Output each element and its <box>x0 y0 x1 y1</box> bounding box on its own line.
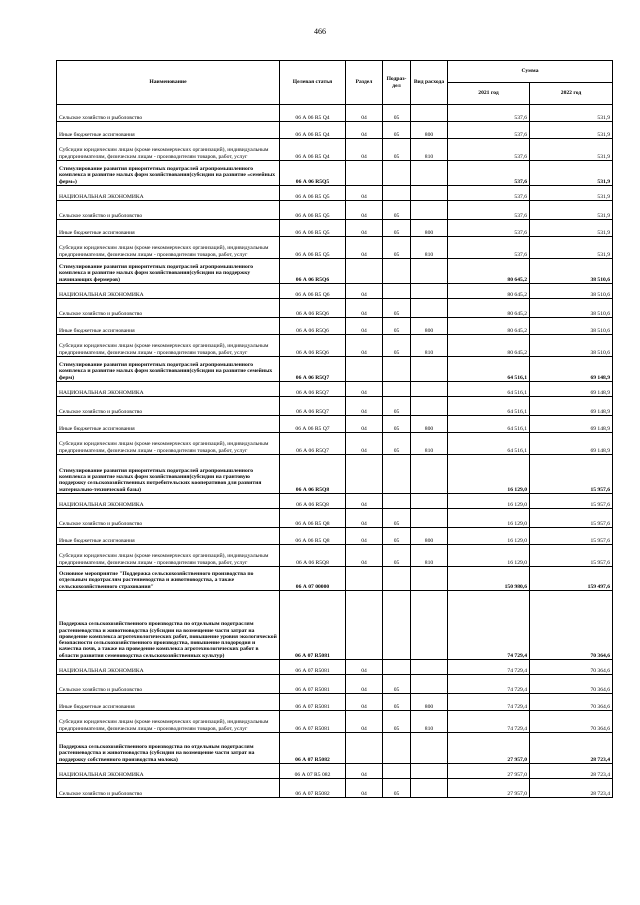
cell-2022: 69 148,9 <box>530 433 613 455</box>
cell-section: 04 <box>346 779 383 798</box>
cell-name: НАЦИОНАЛЬНАЯ ЭКОНОМИКА <box>57 186 280 201</box>
cell-target: 06 А 06 R5 Q4 <box>280 139 346 161</box>
cell-target: 06 А 06 R5 Q8 <box>280 509 346 528</box>
cell-2022: 531,9 <box>530 161 613 186</box>
cell-expense-type: 800 <box>411 318 448 335</box>
cell-section: 04 <box>346 335 383 357</box>
cell-2022: 70 364,6 <box>530 694 613 711</box>
cell-expense-type <box>411 382 448 397</box>
cell-expense-type <box>411 186 448 201</box>
cell-subsection <box>383 494 411 509</box>
cell-name: Субсидии юридическим лицам (кроме некоммерческих организаций), индивидуальным предпринимателям, физическим лицам - производителям товаров, работ, услуг <box>57 433 280 455</box>
cell-subsection <box>383 567 411 591</box>
cell-name: НАЦИОНАЛЬНАЯ ЭКОНОМИКА <box>57 494 280 509</box>
cell-subsection: 05 <box>383 397 411 416</box>
table-row <box>57 509 613 528</box>
cell-subsection <box>383 455 411 494</box>
cell-target: 06 А 06 R5Q8 <box>280 455 346 494</box>
header-name: Наименование <box>57 61 280 105</box>
cell-section <box>346 357 383 382</box>
cell-target: 06 А 07 R5081 <box>280 591 346 660</box>
cell-expense-type: 800 <box>411 694 448 711</box>
cell-expense-type <box>411 764 448 779</box>
table-row <box>57 201 613 220</box>
cell-name: Сельское хозяйство и рыболовство <box>57 397 280 416</box>
cell-expense-type <box>411 675 448 694</box>
cell-2021: 80 645,2 <box>448 284 530 299</box>
cell-section: 04 <box>346 494 383 509</box>
cell-2022: 15 957,6 <box>530 509 613 528</box>
cell-name: Поддержка сельскохозяйственного производства по отдельным подотраслям растениеводства и животноводства (субсидии на возмещение части затрат на поддержку собственного производства молока) <box>57 733 280 764</box>
cell-2021: 74 729,4 <box>448 694 530 711</box>
cell-name: Субсидии юридическим лицам (кроме некоммерческих организаций), индивидуальным предпринимателям, физическим лицам - производителям товаров, работ, услуг <box>57 237 280 259</box>
cell-2022: 38 510,6 <box>530 284 613 299</box>
cell-section <box>346 259 383 284</box>
cell-2021: 537,6 <box>448 220 530 237</box>
table-row <box>57 591 613 660</box>
cell-section: 04 <box>346 694 383 711</box>
cell-section: 04 <box>346 122 383 139</box>
cell-expense-type <box>411 567 448 591</box>
cell-subsection <box>383 733 411 764</box>
header-year-2021: 2021 год <box>448 83 530 105</box>
cell-2022: 15 957,6 <box>530 455 613 494</box>
cell-section <box>346 733 383 764</box>
cell-name: Иные бюджетные ассигнования <box>57 528 280 545</box>
cell-2021: 537,6 <box>448 161 530 186</box>
header-year-2022: 2022 год <box>530 83 613 105</box>
cell-2021: 64 516,1 <box>448 357 530 382</box>
cell-section: 04 <box>346 675 383 694</box>
cell-section: 04 <box>346 397 383 416</box>
cell-2021: 150 980,6 <box>448 567 530 591</box>
cell-subsection: 05 <box>383 528 411 545</box>
cell-section: 04 <box>346 220 383 237</box>
cell-name: Поддержка сельскохозяйственного производства по отдельным подотраслям растениеводства и животноводства (субсидии на возмещение части затрат на проведение комплекса агротехнологических работ, повышение уровня экологической безопасности сельскохозяйственного производства, повышение плодородия и качества почв, а также на проведение комплекса агротехнологических работ в области развития семеноводства сельскохозяйственных культур) <box>57 591 280 660</box>
cell-subsection: 05 <box>383 237 411 259</box>
cell-section: 04 <box>346 660 383 675</box>
cell-2021: 64 516,1 <box>448 416 530 433</box>
cell-expense-type: 810 <box>411 545 448 567</box>
cell-target: 06 А 06 R5Q7 <box>280 382 346 397</box>
cell-target: 06 А 06 R5Q6 <box>280 299 346 318</box>
cell-expense-type: 810 <box>411 711 448 733</box>
header-sum: Сумма <box>448 61 613 83</box>
cell-target: 06 А 07 R5082 <box>280 779 346 798</box>
cell-expense-type <box>411 455 448 494</box>
cell-name: Субсидии юридическим лицам (кроме некоммерческих организаций), индивидуальным предпринимателям, физическим лицам - производителям товаров, работ, услуг <box>57 545 280 567</box>
cell-section: 04 <box>346 528 383 545</box>
cell-subsection <box>383 161 411 186</box>
cell-section <box>346 455 383 494</box>
cell-subsection: 05 <box>383 779 411 798</box>
table-row <box>57 220 613 237</box>
cell-target: 06 А 06 R5 Q4 <box>280 105 346 122</box>
cell-section <box>346 567 383 591</box>
cell-expense-type: 800 <box>411 416 448 433</box>
table-row <box>57 455 613 494</box>
cell-2021: 74 729,4 <box>448 591 530 660</box>
cell-2021: 80 645,2 <box>448 318 530 335</box>
page-number: 466 <box>314 27 326 36</box>
cell-expense-type: 810 <box>411 237 448 259</box>
cell-expense-type <box>411 397 448 416</box>
cell-subsection: 05 <box>383 201 411 220</box>
cell-name: Сельское хозяйство и рыболовство <box>57 509 280 528</box>
cell-2022: 70 364,6 <box>530 711 613 733</box>
cell-subsection: 05 <box>383 220 411 237</box>
cell-2022: 159 497,6 <box>530 567 613 591</box>
cell-name: Иные бюджетные ассигнования <box>57 694 280 711</box>
cell-section <box>346 591 383 660</box>
cell-expense-type <box>411 201 448 220</box>
cell-target: 06 А 07 00000 <box>280 567 346 591</box>
cell-subsection: 05 <box>383 509 411 528</box>
table-row <box>57 779 613 798</box>
cell-2021: 537,6 <box>448 186 530 201</box>
cell-subsection <box>383 591 411 660</box>
header-subsection: Подраз-дел <box>383 61 411 105</box>
table-row <box>57 660 613 675</box>
cell-2021: 64 516,1 <box>448 397 530 416</box>
table-row <box>57 357 613 382</box>
cell-name: Сельское хозяйство и рыболовство <box>57 299 280 318</box>
cell-subsection: 05 <box>383 139 411 161</box>
cell-target: 06 А 06 R5Q8 <box>280 545 346 567</box>
cell-2021: 537,6 <box>448 122 530 139</box>
cell-subsection: 05 <box>383 299 411 318</box>
cell-expense-type <box>411 105 448 122</box>
cell-target: 06 А 07 R5081 <box>280 711 346 733</box>
cell-name: Стимулирование развития приоритетных подотраслей агропромышленного комплекса и развитие малых форм хозяйствования(субсидии на развитие «семейных ферм») <box>57 161 280 186</box>
cell-2021: 537,6 <box>448 237 530 259</box>
table-row <box>57 139 613 161</box>
table-row <box>57 433 613 455</box>
cell-2022: 531,9 <box>530 139 613 161</box>
cell-section: 04 <box>346 764 383 779</box>
table-row <box>57 397 613 416</box>
cell-expense-type: 800 <box>411 220 448 237</box>
cell-subsection: 05 <box>383 318 411 335</box>
cell-target: 06 А 07 R5 082 <box>280 764 346 779</box>
cell-target: 06 А 06 R5Q7 <box>280 397 346 416</box>
cell-name: Стимулирование развития приоритетных подотраслей агропромышленного комплекса и развитие малых форм хозяйствования(субсидии на поддержку начинающих фермеров) <box>57 259 280 284</box>
cell-subsection: 05 <box>383 675 411 694</box>
cell-2021: 27 957,0 <box>448 764 530 779</box>
cell-expense-type <box>411 591 448 660</box>
cell-2021: 537,6 <box>448 139 530 161</box>
cell-subsection: 05 <box>383 335 411 357</box>
cell-section: 04 <box>346 139 383 161</box>
cell-2022: 531,9 <box>530 122 613 139</box>
cell-section: 04 <box>346 299 383 318</box>
cell-expense-type <box>411 660 448 675</box>
cell-target: 06 А 06 R5Q5 <box>280 161 346 186</box>
table-row <box>57 122 613 139</box>
cell-subsection <box>383 660 411 675</box>
cell-name: Субсидии юридическим лицам (кроме некоммерческих организаций), индивидуальным предпринимателям, физическим лицам - производителям товаров, работ, услуг <box>57 139 280 161</box>
cell-target: 06 А 06 R5Q8 <box>280 494 346 509</box>
cell-name: НАЦИОНАЛЬНАЯ ЭКОНОМИКА <box>57 284 280 299</box>
table-row <box>57 567 613 591</box>
cell-2022: 531,9 <box>530 220 613 237</box>
cell-name: Сельское хозяйство и рыболовство <box>57 675 280 694</box>
cell-subsection <box>383 764 411 779</box>
cell-expense-type: 810 <box>411 139 448 161</box>
cell-target: 06 А 06 R5 Q5 <box>280 201 346 220</box>
cell-name: Основное мероприятие "Поддержка сельскохозяйственного производства по отдельным подотраслям растениеводства и животноводства, а также сельскохозяйственного страхования" <box>57 567 280 591</box>
cell-2022: 38 510,6 <box>530 259 613 284</box>
table-body <box>57 105 613 798</box>
table-row <box>57 318 613 335</box>
cell-subsection <box>383 259 411 284</box>
cell-2022: 28 723,4 <box>530 733 613 764</box>
cell-target: 06 А 06 R5Q6 <box>280 335 346 357</box>
cell-subsection: 05 <box>383 545 411 567</box>
cell-name: НАЦИОНАЛЬНАЯ ЭКОНОМИКА <box>57 764 280 779</box>
header-section: Раздел <box>346 61 383 105</box>
cell-2021: 16 129,0 <box>448 545 530 567</box>
cell-section: 04 <box>346 433 383 455</box>
table-row <box>57 528 613 545</box>
cell-section <box>346 161 383 186</box>
cell-subsection: 05 <box>383 433 411 455</box>
cell-subsection: 05 <box>383 694 411 711</box>
cell-section: 04 <box>346 382 383 397</box>
cell-2022: 15 957,6 <box>530 545 613 567</box>
cell-name: НАЦИОНАЛЬНАЯ ЭКОНОМИКА <box>57 382 280 397</box>
table-row <box>57 105 613 122</box>
cell-2021: 537,6 <box>448 105 530 122</box>
cell-section: 04 <box>346 186 383 201</box>
cell-subsection: 05 <box>383 416 411 433</box>
cell-target: 06 А 06 R5Q7 <box>280 433 346 455</box>
cell-2022: 69 148,9 <box>530 382 613 397</box>
cell-expense-type <box>411 779 448 798</box>
cell-target: 06 А 06 R5 Q6 <box>280 284 346 299</box>
cell-subsection <box>383 186 411 201</box>
cell-expense-type: 800 <box>411 528 448 545</box>
cell-section: 04 <box>346 711 383 733</box>
cell-2022: 69 148,9 <box>530 397 613 416</box>
cell-target: 06 А 07 R5081 <box>280 660 346 675</box>
cell-name: Иные бюджетные ассигнования <box>57 122 280 139</box>
cell-subsection: 05 <box>383 105 411 122</box>
cell-name: Иные бюджетные ассигнования <box>57 416 280 433</box>
cell-2021: 16 129,0 <box>448 509 530 528</box>
cell-2021: 27 957,0 <box>448 733 530 764</box>
cell-name: Иные бюджетные ассигнования <box>57 318 280 335</box>
cell-name: Сельское хозяйство и рыболовство <box>57 201 280 220</box>
table-row <box>57 764 613 779</box>
cell-2021: 74 729,4 <box>448 660 530 675</box>
cell-target: 06 А 06 R5 Q7 <box>280 416 346 433</box>
table-row <box>57 494 613 509</box>
cell-2022: 38 510,6 <box>530 299 613 318</box>
cell-2021: 80 645,2 <box>448 259 530 284</box>
cell-2021: 74 729,4 <box>448 675 530 694</box>
cell-name: Иные бюджетные ассигнования <box>57 220 280 237</box>
cell-expense-type: 810 <box>411 433 448 455</box>
cell-subsection <box>383 284 411 299</box>
cell-name: НАЦИОНАЛЬНАЯ ЭКОНОМИКА <box>57 660 280 675</box>
table-row <box>57 416 613 433</box>
cell-2022: 531,9 <box>530 201 613 220</box>
table-row <box>57 284 613 299</box>
cell-expense-type <box>411 161 448 186</box>
table-row <box>57 733 613 764</box>
cell-target: 06 А 06 R5 Q8 <box>280 528 346 545</box>
table-row <box>57 161 613 186</box>
table-row <box>57 259 613 284</box>
table-row <box>57 694 613 711</box>
cell-subsection: 05 <box>383 711 411 733</box>
cell-name: Субсидии юридическим лицам (кроме некоммерческих организаций), индивидуальным предпринимателям, физическим лицам - производителям товаров, работ, услуг <box>57 711 280 733</box>
cell-expense-type <box>411 509 448 528</box>
cell-name: Сельское хозяйство и рыболовство <box>57 779 280 798</box>
cell-target: 06 А 07 R5082 <box>280 733 346 764</box>
cell-subsection <box>383 357 411 382</box>
cell-2021: 80 645,2 <box>448 335 530 357</box>
cell-name: Стимулирование развития приоритетных подотраслей агропромышленного комплекса и развитие малых форм хозяйствования(субсидии на грантовую поддержку сельскохозяйственных потребительских кооперативов для развития материально-технической базы) <box>57 455 280 494</box>
cell-name: Субсидии юридическим лицам (кроме некоммерческих организаций), индивидуальным предпринимателям, физическим лицам - производителям товаров, работ, услуг <box>57 335 280 357</box>
cell-section: 04 <box>346 318 383 335</box>
cell-section: 04 <box>346 105 383 122</box>
cell-2021: 64 516,1 <box>448 433 530 455</box>
cell-target: 06 А 06 R5Q7 <box>280 357 346 382</box>
cell-name: Стимулирование развития приоритетных подотраслей агропромышленного комплекса и развитие малых форм хозяйствования(субсидии на развитие семейных ферм) <box>57 357 280 382</box>
cell-section: 04 <box>346 545 383 567</box>
cell-2021: 537,6 <box>448 201 530 220</box>
cell-2022: 531,9 <box>530 105 613 122</box>
cell-subsection <box>383 382 411 397</box>
table-row <box>57 186 613 201</box>
cell-expense-type <box>411 494 448 509</box>
cell-section: 04 <box>346 509 383 528</box>
cell-target: 06 А 06 R5 Q4 <box>280 122 346 139</box>
cell-expense-type <box>411 259 448 284</box>
cell-2022: 15 957,6 <box>530 528 613 545</box>
cell-2022: 28 723,4 <box>530 764 613 779</box>
cell-2022: 38 510,6 <box>530 318 613 335</box>
cell-2022: 531,9 <box>530 186 613 201</box>
cell-2022: 28 723,4 <box>530 779 613 798</box>
cell-2021: 16 129,0 <box>448 494 530 509</box>
cell-2021: 16 129,0 <box>448 455 530 494</box>
cell-target: 06 А 06 R5 Q5 <box>280 186 346 201</box>
budget-table <box>56 60 613 798</box>
header-target: Целевая статья <box>280 61 346 105</box>
cell-expense-type <box>411 357 448 382</box>
cell-name: Сельское хозяйство и рыболовство <box>57 105 280 122</box>
table-row <box>57 382 613 397</box>
cell-target: 06 А 06 R5Q6 <box>280 318 346 335</box>
table-row <box>57 299 613 318</box>
cell-subsection: 05 <box>383 122 411 139</box>
cell-expense-type <box>411 733 448 764</box>
cell-2021: 64 516,1 <box>448 382 530 397</box>
table-row <box>57 711 613 733</box>
cell-2021: 74 729,4 <box>448 711 530 733</box>
cell-2021: 80 645,2 <box>448 299 530 318</box>
table-row <box>57 675 613 694</box>
cell-section: 04 <box>346 201 383 220</box>
cell-2022: 38 510,6 <box>530 335 613 357</box>
cell-target: 06 А 07 R5081 <box>280 694 346 711</box>
cell-section: 04 <box>346 416 383 433</box>
cell-target: 06 А 06 R5 Q5 <box>280 237 346 259</box>
cell-2022: 15 957,6 <box>530 494 613 509</box>
cell-target: 06 А 07 R5081 <box>280 675 346 694</box>
table-row <box>57 335 613 357</box>
cell-expense-type: 810 <box>411 335 448 357</box>
header-expense-type: Вид расхода <box>411 61 448 105</box>
cell-expense-type <box>411 284 448 299</box>
table-row <box>57 237 613 259</box>
cell-2021: 27 957,0 <box>448 779 530 798</box>
cell-target: 06 А 06 R5Q6 <box>280 259 346 284</box>
cell-2021: 16 129,0 <box>448 528 530 545</box>
cell-section: 04 <box>346 284 383 299</box>
cell-2022: 69 148,9 <box>530 416 613 433</box>
cell-section: 04 <box>346 237 383 259</box>
cell-expense-type <box>411 299 448 318</box>
cell-2022: 70 364,6 <box>530 660 613 675</box>
cell-expense-type: 800 <box>411 122 448 139</box>
cell-2022: 70 364,6 <box>530 591 613 660</box>
cell-2022: 69 148,9 <box>530 357 613 382</box>
table-row <box>57 545 613 567</box>
cell-target: 06 А 06 R5 Q5 <box>280 220 346 237</box>
cell-2022: 70 364,6 <box>530 675 613 694</box>
cell-2022: 531,9 <box>530 237 613 259</box>
